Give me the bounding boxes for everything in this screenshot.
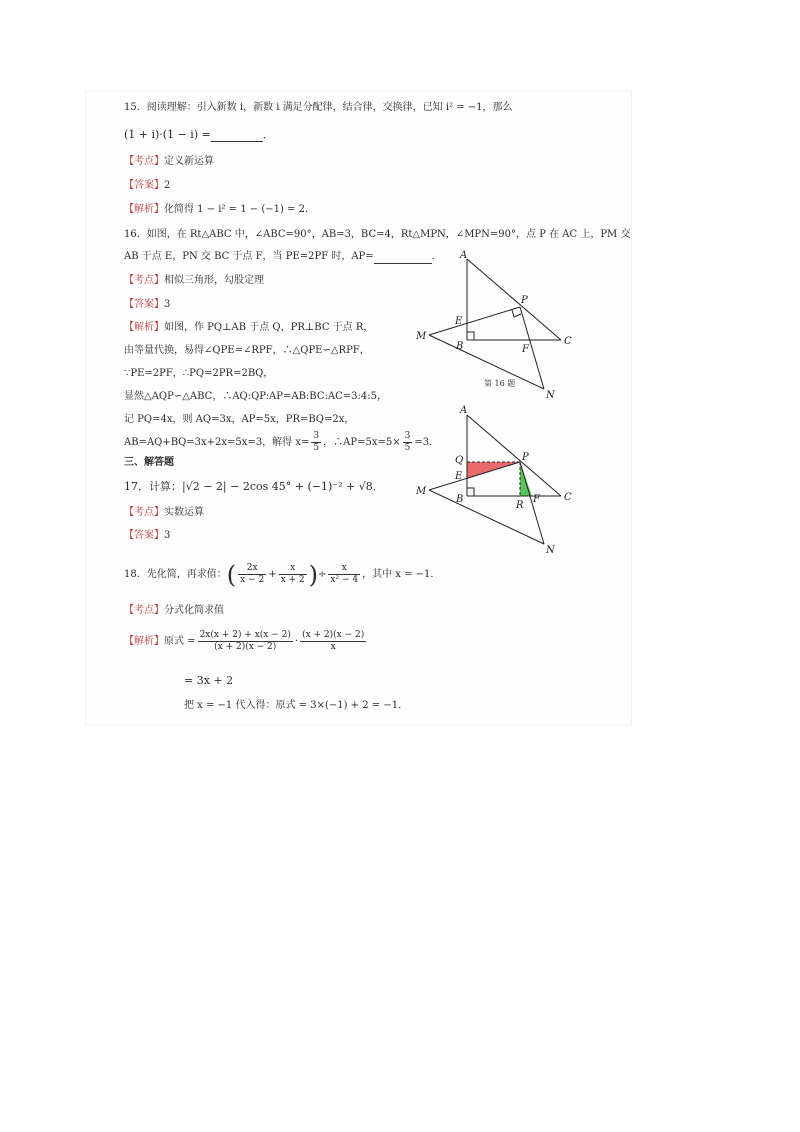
label-c: C — [564, 336, 572, 347]
label-p: P — [521, 295, 528, 306]
label-e: E — [455, 316, 463, 327]
segment-pn-2 — [520, 462, 544, 544]
label-b-2: B — [456, 494, 464, 505]
section-header: 三、解答题 — [124, 457, 174, 468]
q16-jiexi-line5: 记 PQ=4x，则 AQ=3x，AP=5x，PR=BQ=2x， — [124, 414, 355, 425]
q18-jiexi: 【解析】原式 = $\frac{2x(x + 2) + x(x - 2)}{(x + 2)(x - 2)}$ · $\frac{(x + 2)(x - 2)}{x}$ — [124, 630, 365, 652]
label-c-2: C — [564, 492, 572, 503]
q16-stem-line2: AB 于点 E，PN 交 BC 于点 F，当 PE=2PF 时，AP= ． — [124, 251, 442, 262]
q15-stem: 15．阅读理解：引入新数 i，新数 i 满足分配律，结合律，交换律，已知 i² = −1，那么 — [124, 102, 513, 113]
right-angle-mark-b-2 — [467, 488, 474, 496]
q17-kaodian: 【考点】实数运算 — [124, 507, 204, 518]
q16-jiexi-line1: 【解析】如图，作 PQ⊥AB 于点 Q，PR⊥BC 于点 R， — [124, 322, 374, 333]
q16-jiexi-line6: AB=AQ+BQ=3x+2x=5x=3，解得 x= $\frac{3}{5}$ ，∴AP=5x=5× $\frac{3}{5}$ =3． — [124, 431, 440, 453]
q16-jiexi-line4: 显然△AQP∽△ABC，∴AQ:QP:AP=AB:BC:AC=3:4:5， — [124, 391, 387, 402]
figure-caption: 第 16 题 — [484, 379, 516, 388]
label-r: R — [516, 500, 524, 511]
label-a: A — [460, 250, 468, 261]
q18-stem: 18．先化简，再求值：( $\frac{2x}{x - 2}$ + $\frac{x}{x + 2}$ )÷ $\frac{x}{\text{x² − 4}}$ ，其中 x = −1． — [124, 560, 441, 589]
label-n-2: N — [546, 545, 555, 556]
label-n: N — [546, 390, 555, 401]
q16-jiexi-line2: 由等量代换，易得∠QPE=∠RPF，∴△QPE∽△RPF， — [124, 345, 370, 356]
label-f-2: F — [533, 494, 540, 505]
q18-kaodian: 【考点】分式化简求值 — [124, 605, 224, 616]
q17-stem: 17．计算：|√2 − 2| − 2cos 45° + (−1)⁻² + √8． — [124, 480, 384, 493]
label-f: F — [522, 344, 529, 355]
q15-jiexi: 【解析】化简得 1 − i² = 1 − (−1) = 2． — [124, 204, 315, 215]
fraction: $\frac{(x + 2)(x - 2)}{x}$ — [302, 630, 365, 652]
q17-daan: 【答案】3 — [124, 530, 171, 541]
fraction: $\frac{3}{5}$ — [313, 431, 320, 453]
q18-step2: = 3x + 2 — [184, 674, 234, 687]
label-a-2: A — [460, 405, 468, 416]
q16-stem-line1: 16．如图，在 Rt△ABC 中，∠ABC=90°，AB=3，BC=4，Rt△MPN，∠MPN=90°，点 P 在 AC 上，PM 交 — [124, 229, 631, 240]
label-q: Q — [455, 455, 464, 466]
label-m: M — [416, 331, 427, 342]
q16-kaodian: 【考点】相似三角形，勾股定理 — [124, 275, 264, 286]
q15-kaodian: 【考点】定义新运算 — [124, 156, 214, 167]
label-m-2: M — [416, 486, 427, 497]
q15-daan: 【答案】2 — [124, 180, 171, 191]
segment-ac-2 — [467, 415, 561, 496]
fraction: $\frac{2x(x + 2) + x(x - 2)}{(x + 2)(x - 2)}$ — [199, 630, 291, 652]
label-e-2: E — [455, 471, 463, 482]
q16-daan: 【答案】3 — [124, 299, 171, 310]
label-p-2: P — [522, 452, 529, 463]
fraction: $\frac{2x}{x - 2}$ — [240, 563, 265, 585]
q15-expression: (1 + i)·(1 − i) = ． — [124, 128, 274, 141]
fraction: $\frac{x}{x + 2}$ — [280, 563, 305, 585]
label-b: B — [456, 341, 464, 352]
fraction: $\frac{x}{\text{x² − 4}}$ — [330, 563, 359, 585]
fraction: $\frac{3}{5}$ — [404, 431, 411, 453]
q16-jiexi-line3: ∵PE=2PF，∴PQ=2PR=2BQ， — [124, 368, 274, 379]
segment-mn-2 — [429, 490, 544, 544]
q18-step3: 把 x = −1 代入得：原式 = 3×(−1) + 2 = −1． — [184, 700, 409, 711]
scanned-page — [86, 92, 631, 724]
